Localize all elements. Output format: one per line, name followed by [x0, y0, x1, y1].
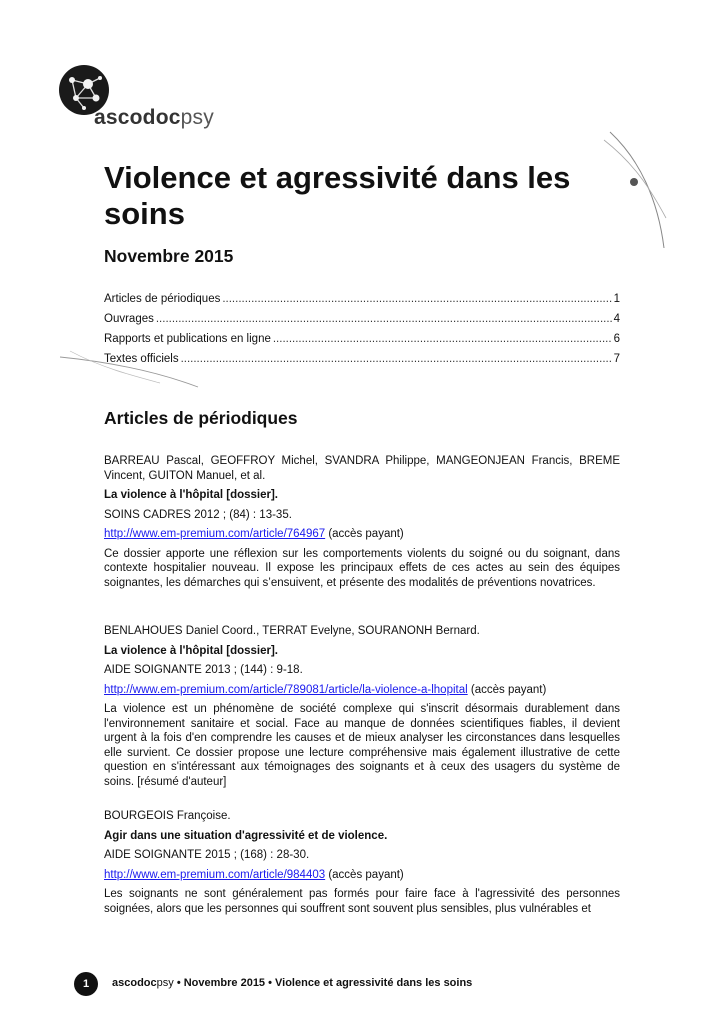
page-title: Violence et agressivité dans les soins — [104, 160, 571, 231]
toc-leader — [222, 293, 611, 305]
entry-reference: SOINS CADRES 2012 ; (84) : 13-35. — [104, 508, 292, 521]
toc-entry-label: Articles de périodiques — [104, 293, 221, 305]
entry-link[interactable]: http://www.em-premium.com/article/764967 — [104, 528, 326, 540]
bibliography-entry — [104, 624, 620, 789]
entry-reference: AIDE SOIGNANTE 2015 ; (168) : 28-30. — [104, 849, 310, 861]
table-of-contents — [104, 293, 620, 373]
logo-wordmark — [94, 106, 214, 130]
toc-entry-label: Rapports et publications en ligne — [104, 333, 271, 345]
entry-link[interactable]: http://www.em-premium.com/article/984403 — [104, 868, 326, 881]
footer-text — [112, 977, 472, 989]
entry-link[interactable]: http://www.em-premium.com/article/789081/article/la-violence-a-lhopital — [104, 683, 468, 696]
toc-entry[interactable] — [104, 353, 620, 373]
logo-brand-bold: ascodoc — [94, 106, 181, 129]
toc-entry-label: Ouvrages — [104, 313, 154, 325]
entry-reference: AIDE SOIGNANTE 2013 ; (144) : 9-18. — [104, 664, 303, 676]
entry-link-line — [104, 527, 620, 542]
entry-title: La violence à l'hôpital [dossier]. — [104, 644, 278, 657]
toc-leader — [156, 313, 612, 325]
footer-brand-light: psy — [156, 977, 174, 989]
bibliography-entry — [104, 454, 620, 590]
entry-access: (accès payant) — [325, 868, 404, 881]
decorative-arc — [600, 130, 680, 250]
bibliography-entry — [104, 809, 620, 916]
document-date: Novembre 2015 — [104, 246, 234, 266]
entry-abstract: Ce dossier apporte une réflexion sur les comportements violents du soigné ou du soignant, dans contexte hospitalier nouveau. Il expose les principaux effets de ces actes au sein des équipes soignantes, les démarches qui s’ensuivent, et présente des modalités de préventions novatrices. — [104, 547, 620, 589]
toc-entry[interactable] — [104, 293, 620, 313]
page-number-badge: 1 — [74, 972, 98, 996]
entry-link-line — [104, 683, 620, 698]
footer-brand-bold: ascodoc — [112, 977, 157, 989]
toc-entry-page: 6 — [613, 333, 620, 345]
entry-abstract: Les soignants ne sont généralement pas formés pour faire face à l'agressivité des personnes soignées, alors que les personnes qui souffrent sont souvent plus sensibles, plus vulnérables et — [104, 888, 620, 915]
logo — [58, 64, 218, 134]
entry-authors: BARREAU Pascal, GEOFFROY Michel, SVANDRA Philippe, MANGEONJEAN Francis, BREME Vincent, GUITON Manuel, et al. — [104, 455, 620, 482]
entry-authors: BOURGEOIS Françoise. — [104, 810, 231, 822]
toc-entry-page: 4 — [613, 313, 620, 325]
toc-entry[interactable] — [104, 313, 620, 333]
entry-title: Agir dans une situation d'agressivité et de violence. — [104, 829, 388, 842]
toc-leader — [181, 353, 612, 365]
toc-entry[interactable] — [104, 333, 620, 353]
footer-caption: • Novembre 2015 • Violence et agressivité dans les soins — [173, 977, 473, 989]
entry-access: (accès payant) — [467, 683, 547, 696]
entry-authors: BENLAHOUES Daniel Coord., TERRAT Evelyne, SOURANONH Bernard. — [104, 625, 480, 637]
section-heading: Articles de périodiques — [104, 408, 298, 428]
toc-entry-page: 7 — [613, 353, 620, 365]
entry-title: La violence à l'hôpital [dossier]. — [104, 489, 278, 501]
entry-access: (accès payant) — [325, 528, 404, 540]
toc-entry-page: 1 — [613, 293, 620, 305]
entry-abstract: La violence est un phénomène de société complexe qui s'inscrit désormais durablement dans l'environnement sanitaire et social. Face au manque de données scientifiques fiables, il devient urgent à la fois d'en comprendre les causes et de mieux analyser les circonstances dans lesquelles elle survient. Ce dossier propose une lecture compréhensive mais également illustrative de cette question en s'intéressant aux témoignages des soignants et à ceux des usagers du système de soins. [résumé d'auteur] — [104, 703, 620, 788]
toc-entry-label: Textes officiels — [104, 353, 179, 365]
toc-leader — [273, 333, 612, 345]
page-footer — [74, 972, 574, 996]
entry-link-line — [104, 868, 620, 883]
logo-brand-light: psy — [180, 106, 214, 129]
